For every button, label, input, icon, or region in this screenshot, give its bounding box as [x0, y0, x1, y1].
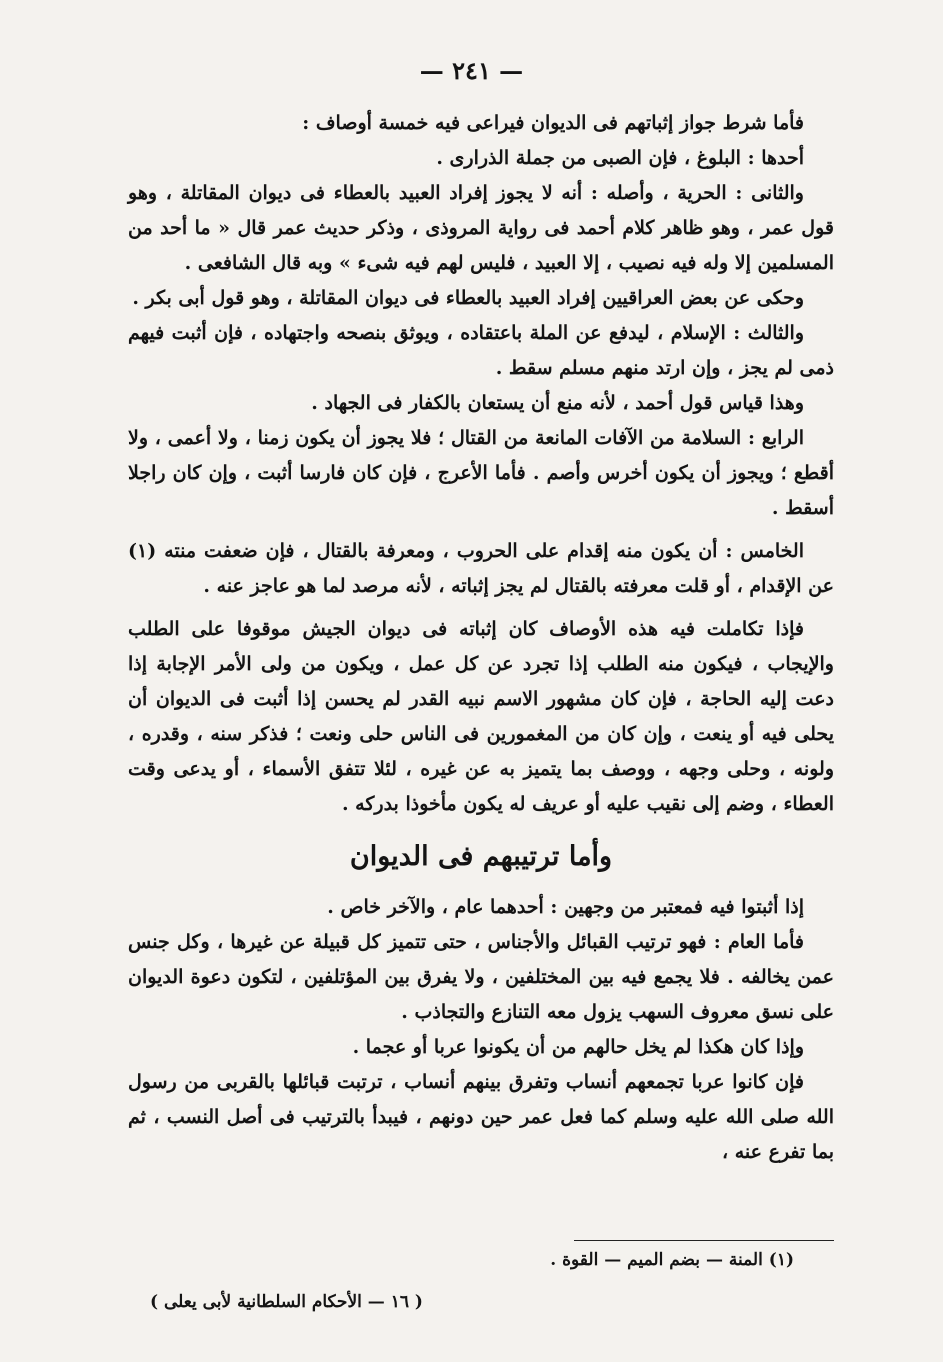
- paragraph: وحكى عن بعض العراقيين إفراد العبيد بالعطاء فى ديوان المقاتلة ، وهو قول أبى بكر .: [132, 287, 804, 309]
- paragraph: الرابع : السلامة من الآفات المانعة من القتال ؛ فلا يجوز أن يكون زمنا ، ولا أعمى ، ولا أقطع ؛ ويجوز أن يكون أخرس وأصم . فأما الأعرج ، فإن كان فارسا أثبت ، وإن كان راجلا أسقط .: [128, 427, 834, 519]
- paragraph: إذا أثبتوا فيه فمعتبر من وجهين : أحدهما عام ، والآخر خاص .: [327, 896, 804, 918]
- section-title: وأما ترتيبهم فى الديوان: [349, 841, 613, 872]
- paragraph: وإذا كان هكذا لم يخل حالهم من أن يكونوا عربا أو عجما .: [352, 1036, 804, 1058]
- main-text: [128, 106, 834, 1170]
- paragraph: الخامس : أن يكون منه إقدام على الحروب ، ومعرفة بالقتال ، فإن ضعفت منته (١) عن الإقدام ، أو قلت معرفته بالقتال لم يجز إثباته ، لأنه مرصد لما هو عاجز عنه .: [128, 540, 834, 597]
- footnote: (١) المنة — بضم الميم — القوة .: [550, 1250, 794, 1270]
- paragraph: فأما شرط جواز إثباتهم فى الديوان فيراعى فيه خمسة أوصاف :: [302, 112, 804, 134]
- page-number: — ٢٤١ —: [419, 56, 524, 85]
- paragraph: فإذا تكاملت فيه هذه الأوصاف كان إثباته فى ديوان الجيش موقوفا على الطلب والإيجاب ، فيكون منه الطلب إذا تجرد عن كل عمل ، ويكون من ولى الأمر الإجابة إذا دعت إليه الحاجة ، فإن كان مشهور الاسم نبيه القدر لم يحسن إذا أثبت فى الديوان أن يحلى فيه أو ينعت ، وإن كان من المغمورين فى الناس حلى ونعت ؛ فذكر سنه ، وقدره ، ولونه ، وحلى وجهه ، ووصف بما يتميز به عن غيره ، لئلا تتفق الأسماء ، أو يدعى وقت العطاء ، وضم إلى نقيب عليه أو عريف له يكون مأخوذا بدركه .: [128, 618, 834, 815]
- paragraph: أحدها : البلوغ ، فإن الصبى من جملة الذرارى .: [436, 147, 804, 169]
- paragraph: فإن كانوا عربا تجمعهم أنساب وتفرق بينهم أنساب ، ترتبت قبائلها بالقربى من رسول الله صلى الله عليه وسلم كما فعل عمر حين دونهم ، فيبدأ بالترتيب فى أصل النسب ، ثم بما تفرع عنه ،: [128, 1071, 834, 1163]
- signature-reference: ( ١٦ — الأحكام السلطانية لأبى يعلى ): [150, 1292, 423, 1312]
- footnote-divider: [574, 1240, 834, 1241]
- paragraph: فأما العام : فهو ترتيب القبائل والأجناس ، حتى تتميز كل قبيلة عن غيرها ، وكل جنس عمن يخالفه . فلا يجمع فيه بين المختلفين ، ولا يفرق بين المؤتلفين ، لتكون دعوة الديوان على نسق معروف السهب يزول معه التنازع والتجاذب .: [128, 931, 834, 1023]
- paragraph: والثانى : الحرية ، وأصله : أنه لا يجوز إفراد العبيد بالعطاء فى ديوان المقاتلة ، وهو قول عمر ، وهو ظاهر كلام أحمد فى رواية المروذى ، وذكر حديث عمر قال « ما أحد من المسلمين إلا وله فيه نصيب ، إلا العبيد ، فليس لهم فيه شىء » وبه قال الشافعى .: [128, 182, 834, 274]
- paragraph: وهذا قياس قول أحمد ، لأنه منع أن يستعان بالكفار فى الجهاد .: [311, 392, 804, 414]
- paragraph: والثالث : الإسلام ، ليدفع عن الملة باعتقاده ، ويوثق بنصحه واجتهاده ، فإن أثبت فيهم ذمى لم يجز ، وإن ارتد منهم مسلم سقط .: [128, 322, 834, 379]
